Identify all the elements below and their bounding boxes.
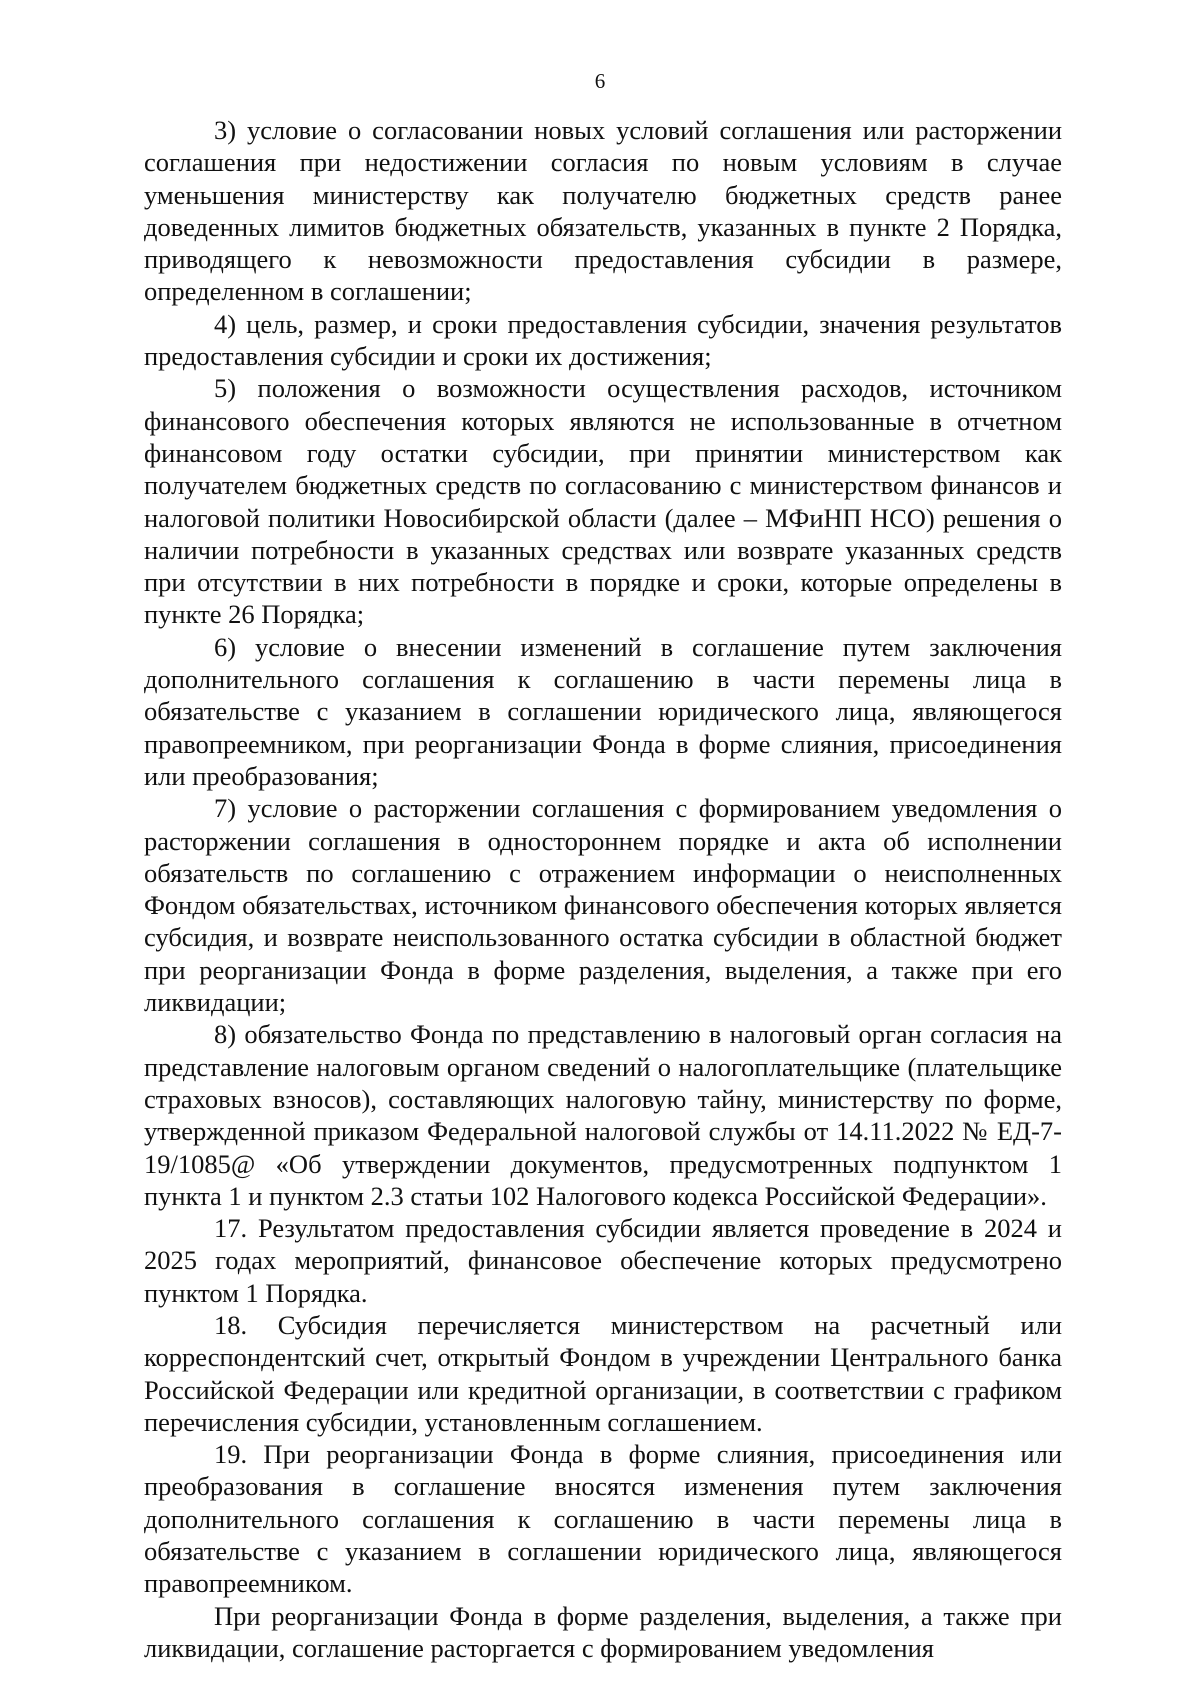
paragraph-item-6: 6) условие о внесении изменений в соглашение путем заключения дополнительного соглашения к соглашению в части перемены лица в обязательстве с указанием в соглашении юридического лица, являющегося правопреемником, при реорганизации Фонда в форме слияния, присоединения или преобразования; bbox=[144, 631, 1062, 791]
page-number: 6 bbox=[594, 69, 606, 93]
paragraph-item-5: 5) положения о возможности осуществления расходов, источником финансового обеспечения которых являются не использованные в отчетном финансовом году остатки субсидии, при принятии министерством как получателем бюджетных средств по согласованию с министерством финансов и налоговой политики Новосибирской области (далее – МФиНП НСО) решения о наличии потребности в указанных средствах или возврате указанных средств при отсутствии в них потребности в порядке и сроки, которые определены в пункте 26 Порядка; bbox=[144, 373, 1062, 630]
paragraph-item-3: 3) условие о согласовании новых условий соглашения или расторжении соглашения при недостижении согласия по новым условиям в случае уменьшения министерству как получателю бюджетных средств ранее доведенных лимитов бюджетных обязательств, указанных в пункте 2 Порядка, приводящего к невозможности предоставления субсидии в размере, определенном в соглашении; bbox=[144, 115, 1062, 307]
paragraph-clause-19-continued: При реорганизации Фонда в форме разделения, выделения, а также при ликвидации, соглашение расторгается с формированием уведомления bbox=[144, 1600, 1062, 1663]
paragraph-item-7: 7) условие о расторжении соглашения с формированием уведомления о расторжении соглашения в одностороннем порядке и акта об исполнении обязательств по соглашению с отражением информации о неисполненных Фондом обязательствах, источником финансового обеспечения которых является субсидия, и возврате неиспользованного остатка субсидии в областной бюджет при реорганизации Фонда в форме разделения, выделения, а также при его ликвидации; bbox=[144, 793, 1062, 1018]
paragraph-clause-19: 19. При реорганизации Фонда в форме слияния, присоединения или преобразования в соглашение вносятся изменения путем заключения дополнительного соглашения к соглашению в части перемены лица в обязательстве с указанием в соглашении юридического лица, являющегося правопреемником. bbox=[144, 1439, 1062, 1599]
document-body bbox=[144, 114, 1062, 1664]
paragraph-item-4: 4) цель, размер, и сроки предоставления субсидии, значения результатов предоставления субсидии и сроки их достижения; bbox=[144, 308, 1062, 372]
paragraph-clause-17: 17. Результатом предоставления субсидии является проведение в 2024 и 2025 годах мероприятий, финансовое обеспечение которых предусмотрено пунктом 1 Порядка. bbox=[144, 1213, 1062, 1308]
paragraph-item-8: 8) обязательство Фонда по представлению в налоговый орган согласия на представление налоговым органом сведений о налогоплательщике (плательщике страховых взносов), составляющих налоговую тайну, министерству по форме, утвержденной приказом Федеральной налоговой службы от 14.11.2022 № ЕД-7-19/1085@ «Об утверждении документов, предусмотренных подпунктом 1 пункта 1 и пунктом 2.3 статьи 102 Налогового кодекса Российской Федерации». bbox=[144, 1019, 1062, 1211]
paragraph-clause-18: 18. Субсидия перечисляется министерством на расчетный или корреспондентский счет, открытый Фондом в учреждении Центрального банка Российской Федерации или кредитной организации, в соответствии с графиком перечисления субсидии, установленным соглашением. bbox=[144, 1309, 1062, 1437]
